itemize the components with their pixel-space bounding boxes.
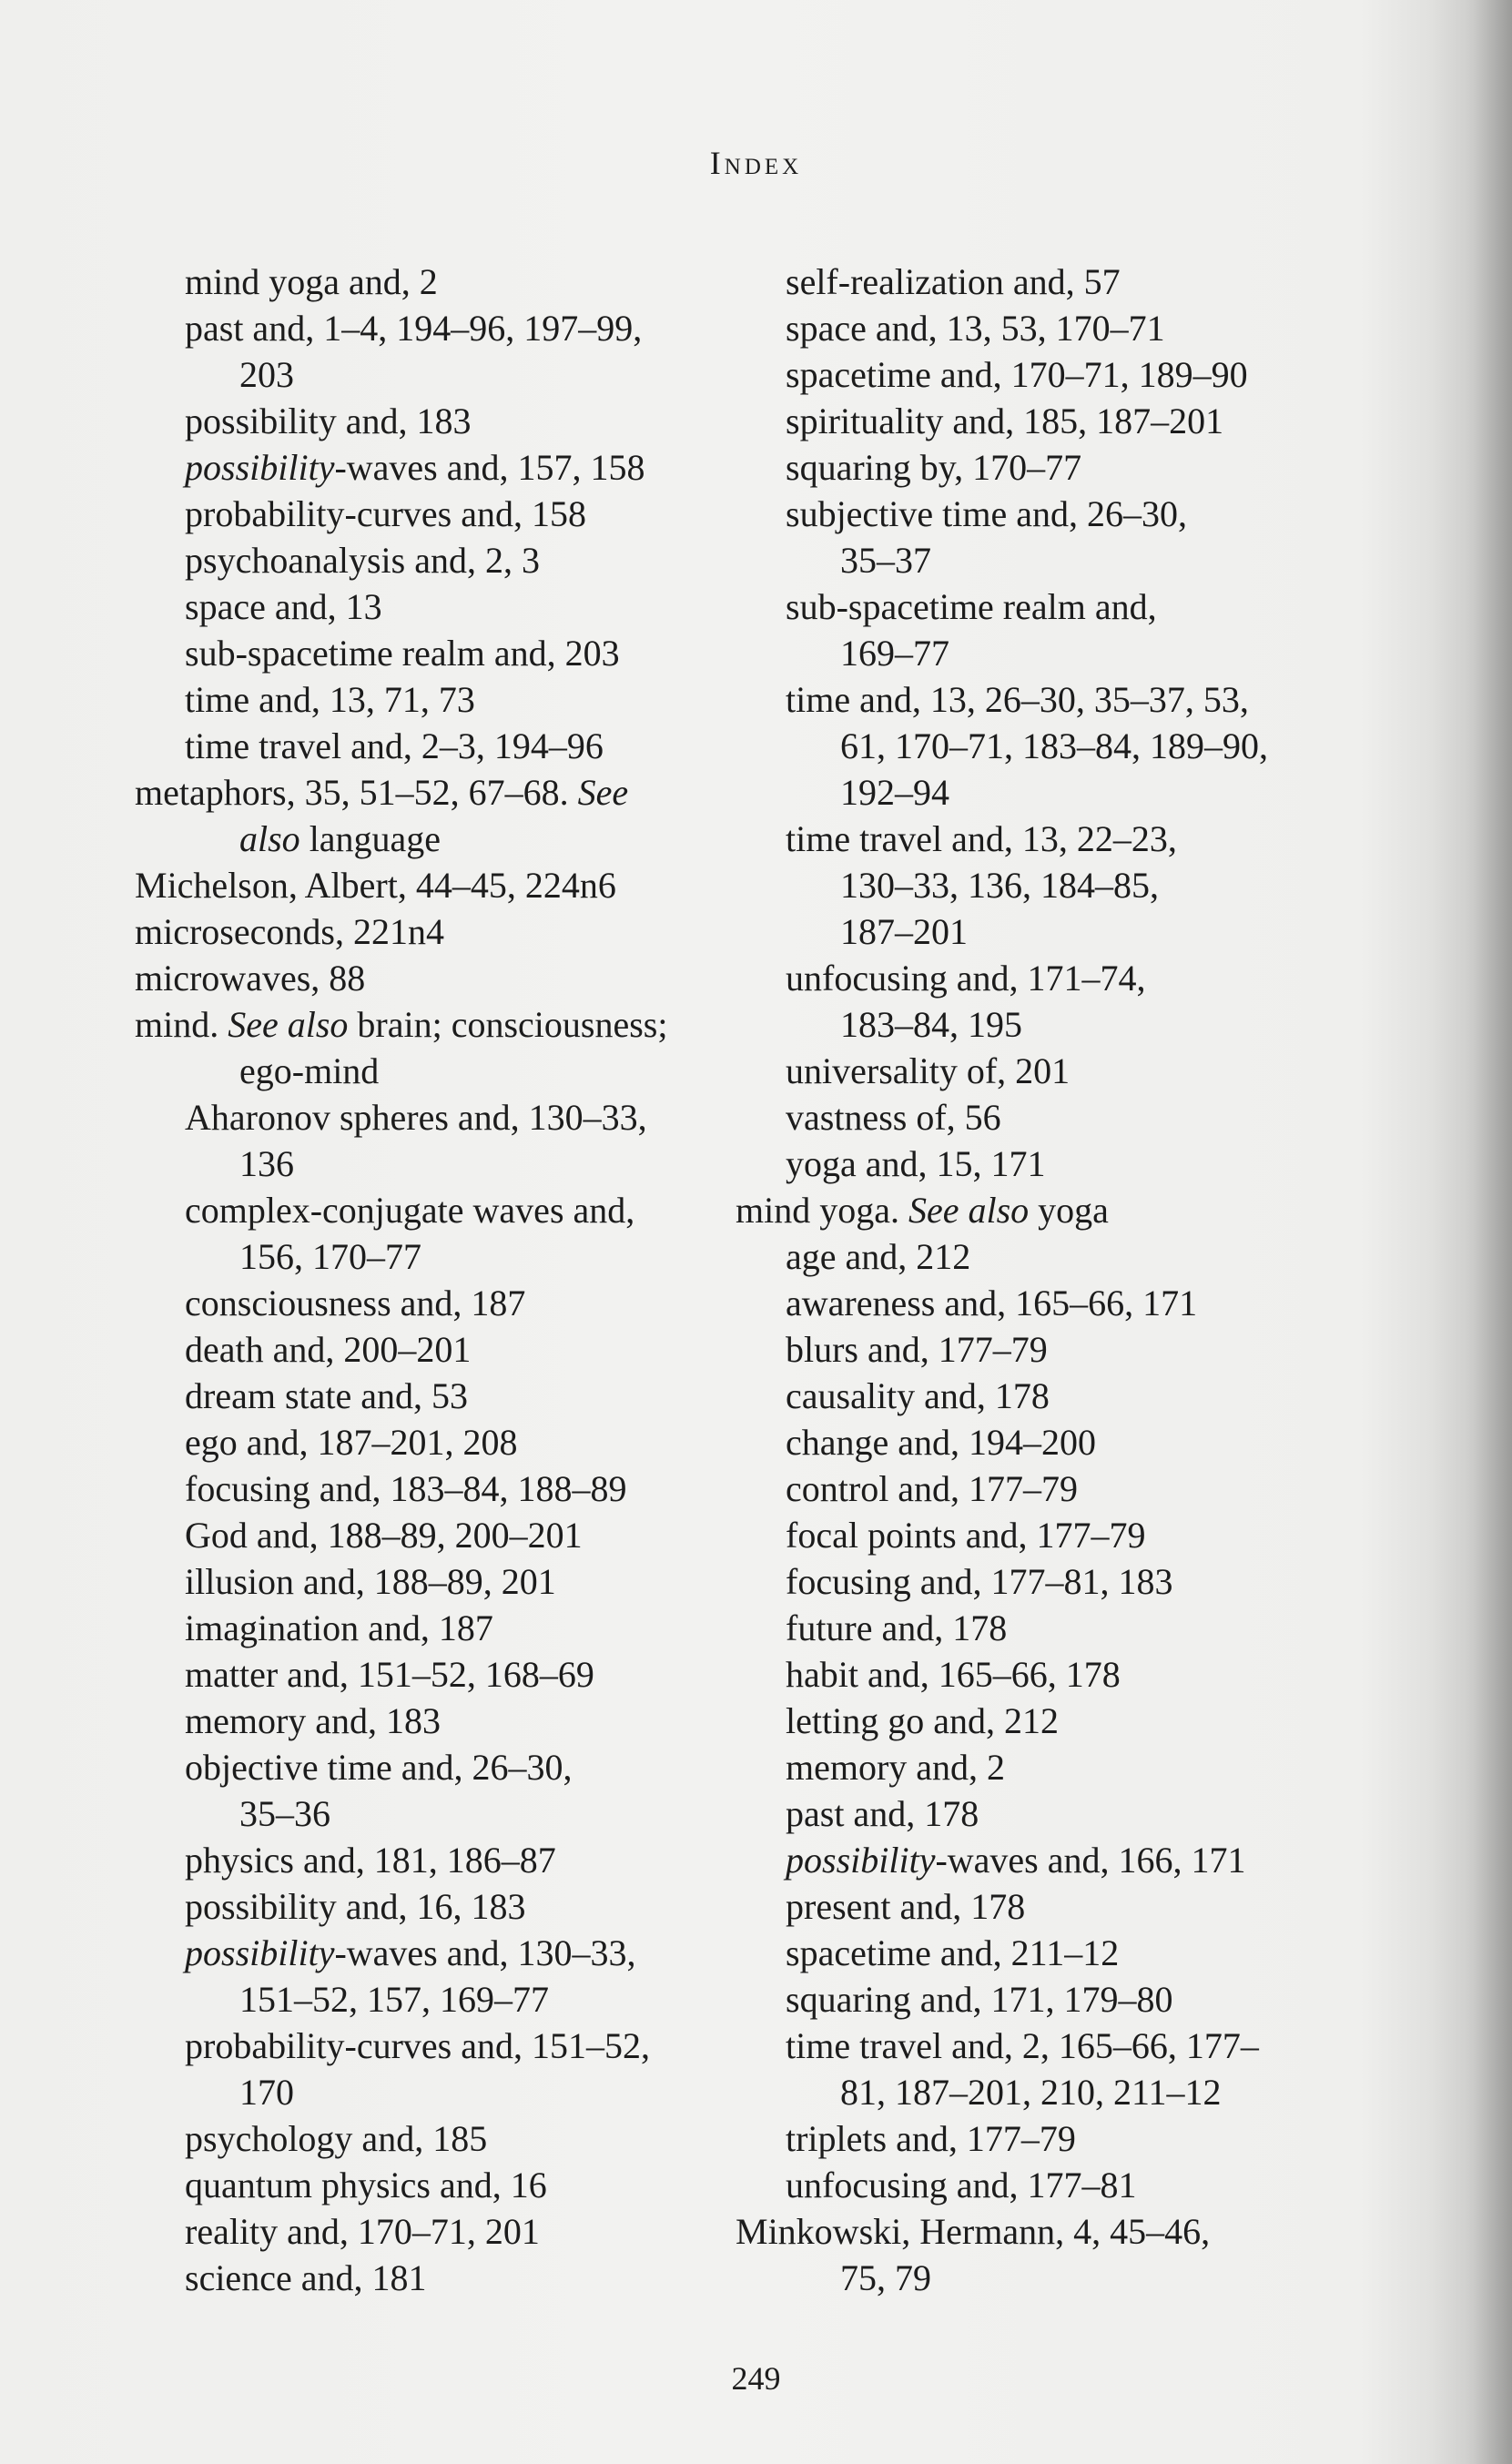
index-entry-sub <box>135 630 763 676</box>
index-line: quantum physics and, 16 <box>185 2165 547 2205</box>
index-line: memory and, 2 <box>786 1747 1006 1788</box>
index-entry-sub <box>135 1837 763 1883</box>
index-line: 35–36 <box>239 1793 330 1834</box>
index-entry-sub <box>736 351 1364 398</box>
index-line: objective time and, 26–30, <box>185 1747 573 1788</box>
index-entry-sub <box>736 305 1364 351</box>
index-line-rest: -waves and, 157, 158 <box>334 447 645 488</box>
index-line <box>185 1930 763 1976</box>
index-line: spacetime and, 170–71, 189–90 <box>786 354 1248 395</box>
index-entry-sub <box>736 1233 1364 1280</box>
index-line: 156, 170–77 <box>239 1236 421 1277</box>
index-line: mind yoga and, 2 <box>185 261 438 302</box>
index-line: future and, 178 <box>786 1607 1008 1648</box>
index-entry-sub <box>736 676 1364 816</box>
index-entry-sub <box>736 2115 1364 2162</box>
index-entry-sub <box>736 1837 1364 1883</box>
index-line: 151–52, 157, 169–77 <box>239 1979 549 2020</box>
index-entry-sub <box>135 1280 763 1326</box>
index-line: metaphors, 35, 51–52, 67–68. See <box>135 772 629 813</box>
index-line: Minkowski, Hermann, 4, 45–46, <box>736 2211 1211 2252</box>
index-entry-sub <box>736 1141 1364 1187</box>
index-line: space and, 13 <box>185 586 382 627</box>
index-entry-sub <box>736 2023 1364 2115</box>
index-entry-sub <box>135 2255 763 2301</box>
index-entry-sub <box>736 1558 1364 1605</box>
index-entry-main <box>135 862 763 908</box>
index-entry-sub <box>135 2162 763 2208</box>
index-line: also language <box>239 818 441 859</box>
index-line: sub-spacetime realm and, <box>786 586 1157 627</box>
index-entry-sub <box>135 1930 763 2023</box>
index-line: microseconds, 221n4 <box>135 911 444 952</box>
index-line: science and, 181 <box>185 2257 427 2298</box>
index-entry-sub <box>736 1744 1364 1790</box>
index-line: probability-curves and, 158 <box>185 493 586 534</box>
index-entry-sub <box>736 1094 1364 1141</box>
index-entry-sub <box>736 1605 1364 1651</box>
index-entry-sub <box>736 1930 1364 1976</box>
index-line: time travel and, 2–3, 194–96 <box>185 725 604 766</box>
index-line: psychology and, 185 <box>185 2118 488 2159</box>
index-line: spacetime and, 211–12 <box>786 1932 1120 1973</box>
index-line: yoga and, 15, 171 <box>786 1143 1046 1184</box>
index-entry-sub <box>736 2162 1364 2208</box>
index-line: 192–94 <box>840 772 949 813</box>
running-header: Index <box>709 145 803 181</box>
index-line-rest: -waves and, 166, 171 <box>935 1840 1246 1881</box>
index-entry-sub <box>135 537 763 583</box>
italic-term: possibility <box>185 1932 335 1973</box>
index-line: self-realization and, 57 <box>786 261 1121 302</box>
index-line: 136 <box>239 1143 294 1184</box>
index-entry-sub <box>135 723 763 769</box>
index-line: space and, 13, 53, 170–71 <box>786 308 1165 349</box>
index-line: dream state and, 53 <box>185 1375 468 1416</box>
index-entry-sub <box>135 1558 763 1605</box>
index-entry-sub <box>135 305 763 398</box>
index-line: 75, 79 <box>840 2257 931 2298</box>
index-entry-sub <box>135 1605 763 1651</box>
index-line: past and, 1–4, 194–96, 197–99, <box>185 308 643 349</box>
index-line: 35–37 <box>840 540 931 581</box>
index-entry-sub <box>135 583 763 630</box>
index-line: habit and, 165–66, 178 <box>786 1654 1121 1695</box>
index-line: God and, 188–89, 200–201 <box>185 1515 583 1556</box>
index-line: death and, 200–201 <box>185 1329 472 1370</box>
index-line: 130–33, 136, 184–85, <box>840 865 1159 906</box>
index-entry-sub <box>135 491 763 537</box>
index-line: mind yoga. See also yoga <box>736 1190 1109 1231</box>
index-line: subjective time and, 26–30, <box>786 493 1188 534</box>
index-entry-main <box>135 908 763 955</box>
index-line: matter and, 151–52, 168–69 <box>185 1654 594 1695</box>
index-line: age and, 212 <box>786 1236 971 1277</box>
index-line: focusing and, 177–81, 183 <box>786 1561 1173 1602</box>
page-number: 249 <box>731 2360 781 2397</box>
index-line: reality and, 170–71, 201 <box>185 2211 540 2252</box>
index-entry-sub <box>736 583 1364 676</box>
index-entry-sub <box>736 491 1364 583</box>
index-entry-sub <box>135 1651 763 1698</box>
index-entry-sub <box>135 1419 763 1465</box>
index-line: universality of, 201 <box>786 1050 1071 1091</box>
index-entry-sub <box>736 1698 1364 1744</box>
index-line: vastness of, 56 <box>786 1097 1001 1138</box>
index-line: past and, 178 <box>786 1793 979 1834</box>
index-entry-sub <box>736 1790 1364 1837</box>
index-entry-sub <box>736 1512 1364 1558</box>
index-entry-sub <box>135 1883 763 1930</box>
index-line: letting go and, 212 <box>786 1700 1059 1741</box>
index-line <box>185 444 763 491</box>
index-line: 81, 187–201, 210, 211–12 <box>840 2072 1222 2113</box>
index-entry-sub <box>736 1419 1364 1465</box>
index-line: possibility and, 16, 183 <box>185 1886 526 1927</box>
index-entry-sub <box>736 1465 1364 1512</box>
index-line: change and, 194–200 <box>786 1422 1097 1463</box>
index-line: 61, 170–71, 183–84, 189–90, <box>840 725 1268 766</box>
index-entry-sub <box>736 816 1364 955</box>
index-line: mind. See also brain; consciousness; <box>135 1004 668 1045</box>
index-line: probability-curves and, 151–52, <box>185 2025 650 2066</box>
index-entry-sub <box>736 444 1364 491</box>
index-entry-sub <box>135 1326 763 1373</box>
index-entry-sub <box>135 444 763 491</box>
index-line: triplets and, 177–79 <box>786 2118 1076 2159</box>
index-line: awareness and, 165–66, 171 <box>786 1283 1198 1323</box>
index-entry-sub <box>736 1326 1364 1373</box>
index-entry-main <box>736 2208 1364 2301</box>
index-line: present and, 178 <box>786 1886 1026 1927</box>
index-line: time travel and, 13, 22–23, <box>786 818 1177 859</box>
index-line-rest: -waves and, 130–33, <box>334 1932 636 1973</box>
index-line: possibility and, 183 <box>185 401 472 441</box>
index-entry-sub <box>135 2208 763 2255</box>
index-line: 203 <box>239 354 294 395</box>
index-line: causality and, 178 <box>786 1375 1050 1416</box>
index-line: consciousness and, 187 <box>185 1283 526 1323</box>
index-entry-sub <box>135 1698 763 1744</box>
index-line: unfocusing and, 171–74, <box>786 958 1146 999</box>
index-entry-sub <box>135 2115 763 2162</box>
index-entry-main <box>135 1001 763 1094</box>
index-line: psychoanalysis and, 2, 3 <box>185 540 540 581</box>
index-line: time and, 13, 26–30, 35–37, 53, <box>786 679 1249 720</box>
index-entry-sub <box>135 1187 763 1280</box>
index-line: squaring and, 171, 179–80 <box>786 1979 1173 2020</box>
index-line: time travel and, 2, 165–66, 177– <box>786 2025 1259 2066</box>
page-edge-shadow <box>1430 0 1512 2464</box>
index-line: 183–84, 195 <box>840 1004 1022 1045</box>
index-line: spirituality and, 185, 187–201 <box>786 401 1224 441</box>
index-line: illusion and, 188–89, 201 <box>185 1561 556 1602</box>
index-entry-sub <box>135 1465 763 1512</box>
index-line: Michelson, Albert, 44–45, 224n6 <box>135 865 616 906</box>
index-entry-sub <box>135 398 763 444</box>
index-line: sub-spacetime realm and, 203 <box>185 633 620 674</box>
index-line: Aharonov spheres and, 130–33, <box>185 1097 647 1138</box>
index-entry-main <box>135 955 763 1001</box>
index-line: focusing and, 183–84, 188–89 <box>185 1468 627 1509</box>
index-entry-sub <box>135 1373 763 1419</box>
index-entry-sub <box>135 676 763 723</box>
index-entry-sub <box>736 1048 1364 1094</box>
index-entry-sub <box>736 1280 1364 1326</box>
index-line: focal points and, 177–79 <box>786 1515 1146 1556</box>
index-entry-main <box>135 769 763 862</box>
index-line: blurs and, 177–79 <box>786 1329 1048 1370</box>
index-entry-sub <box>135 1744 763 1837</box>
index-entry-sub <box>135 1512 763 1558</box>
index-line: unfocusing and, 177–81 <box>786 2165 1137 2205</box>
index-entry-sub <box>736 259 1364 305</box>
index-line: control and, 177–79 <box>786 1468 1079 1509</box>
index-line: 170 <box>239 2072 294 2113</box>
index-line: ego and, 187–201, 208 <box>185 1422 518 1463</box>
index-entry-sub <box>135 1094 763 1187</box>
index-entry-sub <box>736 1976 1364 2023</box>
index-column-right <box>736 259 1364 2301</box>
index-line: ego-mind <box>239 1050 380 1091</box>
index-line: time and, 13, 71, 73 <box>185 679 475 720</box>
index-entry-sub <box>736 1651 1364 1698</box>
index-entry-sub <box>736 1883 1364 1930</box>
index-line <box>786 1837 1364 1883</box>
index-line: imagination and, 187 <box>185 1607 493 1648</box>
index-entry-sub <box>736 955 1364 1048</box>
index-entry-sub <box>736 1373 1364 1419</box>
italic-term: possibility <box>786 1840 936 1881</box>
index-line: memory and, 183 <box>185 1700 441 1741</box>
index-entry-main <box>736 1187 1364 1233</box>
index-column-left <box>135 259 763 2301</box>
index-entry-sub <box>135 259 763 305</box>
index-entry-sub <box>135 2023 763 2115</box>
index-line: squaring by, 170–77 <box>786 447 1082 488</box>
index-line: 187–201 <box>840 911 968 952</box>
index-entry-sub <box>736 398 1364 444</box>
index-line: 169–77 <box>840 633 949 674</box>
index-line: microwaves, 88 <box>135 958 366 999</box>
index-line: physics and, 181, 186–87 <box>185 1840 556 1881</box>
italic-term: possibility <box>185 447 335 488</box>
index-line: complex-conjugate waves and, <box>185 1190 635 1231</box>
